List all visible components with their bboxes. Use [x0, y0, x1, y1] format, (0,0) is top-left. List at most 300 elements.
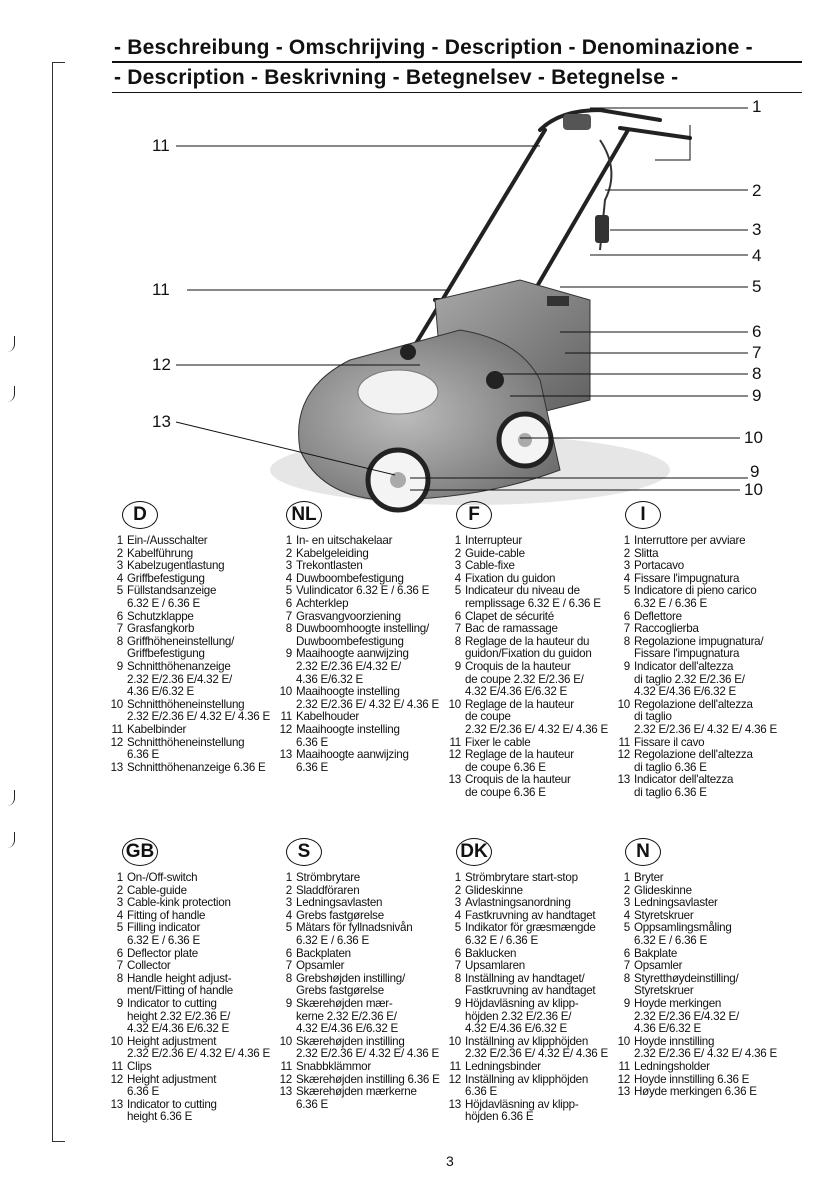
- item-number: 4: [623, 908, 630, 922]
- parts-list-item: [617, 998, 777, 1036]
- item-number: 10: [279, 685, 292, 699]
- lang-badge-s: S: [286, 838, 322, 866]
- callout-left: 11: [152, 280, 170, 299]
- item-label: Ledningsholder: [634, 1059, 710, 1073]
- item-number: 11: [111, 722, 123, 736]
- parts-list-item: [448, 998, 608, 1036]
- item-label: Interrupteur: [465, 534, 522, 547]
- item-number: 7: [285, 959, 292, 973]
- parts-list-item: [448, 585, 608, 610]
- item-number: 5: [116, 584, 123, 598]
- item-label: Ledningsavlasten: [296, 896, 383, 910]
- item-number: 3: [454, 896, 461, 910]
- item-label: Cable-kink protection: [127, 896, 231, 910]
- item-number: 9: [454, 996, 461, 1010]
- item-number: 7: [623, 959, 630, 973]
- parts-list-item: [110, 737, 270, 762]
- item-number: 11: [449, 1059, 461, 1073]
- item-label: Inställning av handtaget/ Fastkruvning av handtaget: [465, 971, 596, 998]
- item-label: Hoyde innstilling 2.32 E/2.36 E/ 4.32 E/ 4.36 E: [634, 1034, 777, 1061]
- item-number: 6: [454, 609, 461, 623]
- item-number: 7: [285, 609, 292, 623]
- item-number: 8: [285, 622, 292, 636]
- parts-list-item: [617, 636, 777, 661]
- parts-list-item: [617, 922, 777, 947]
- item-number: 4: [116, 571, 123, 585]
- item-number: 8: [116, 634, 123, 648]
- item-label: Fastkruvning av handtaget: [465, 908, 596, 922]
- item-label: Grebshøjden instilling/ Grebs fastgørelse: [296, 971, 405, 998]
- parts-list-item: [448, 560, 608, 573]
- callout-right: 8: [752, 364, 762, 383]
- parts-list-item: [110, 922, 270, 947]
- parts-list-dk: [448, 872, 608, 1124]
- item-label: Hoyde merkingen 2.32 E/2.36 E/4.32 E/ 4.36 E/6.32 E: [634, 996, 739, 1036]
- parts-list-item: [279, 960, 440, 973]
- parts-list-item: [110, 636, 270, 661]
- parts-list-item: [617, 1086, 777, 1099]
- parts-list-item: [448, 1061, 608, 1074]
- lang-badge-gb: GB: [122, 838, 158, 866]
- parts-list-item: [617, 897, 777, 910]
- lang-badge-dk: DK: [456, 838, 492, 866]
- item-number: 6: [116, 946, 123, 960]
- item-label: Skærehøjden mærkerne 6.36 E: [296, 1085, 417, 1111]
- parts-list-item: [617, 973, 777, 998]
- item-number: 3: [116, 896, 123, 910]
- item-number: 8: [623, 634, 630, 648]
- item-number: 13: [279, 748, 292, 762]
- callout-right: 3: [752, 220, 762, 239]
- item-label: Duwboomhoogte instelling/ Duwboombefestigung: [296, 622, 429, 648]
- item-number: 5: [285, 921, 292, 935]
- item-number: 6: [454, 946, 461, 960]
- item-label: Guide-cable: [465, 546, 525, 560]
- parts-list-item: [110, 872, 270, 885]
- parts-list-item: [617, 960, 777, 973]
- item-number: 9: [116, 659, 123, 673]
- parts-list-item: [617, 872, 777, 885]
- item-number: 11: [618, 1059, 630, 1073]
- item-label: Höjdavläsning av klipp- höjden 6.36 E: [465, 1097, 579, 1124]
- item-number: 9: [285, 647, 292, 661]
- item-label: Kabelgeleiding: [296, 546, 369, 560]
- item-number: 12: [110, 1072, 123, 1086]
- item-label: Griffbefestigung: [127, 571, 205, 585]
- item-label: Kabelbinder: [127, 722, 187, 736]
- item-number: 9: [623, 996, 630, 1010]
- item-label: Filling indicator 6.32 E / 6.36 E: [127, 921, 201, 947]
- parts-list-item: [279, 1086, 440, 1111]
- item-number: 11: [280, 710, 292, 724]
- item-label: Skærehøjden mær- kerne 2.32 E/2.36 E/ 4.32 E/4.36 E/6.32 E: [296, 996, 398, 1036]
- parts-list-item: [617, 661, 777, 699]
- parts-list-item: [448, 749, 608, 774]
- parts-list-item: [448, 1099, 608, 1124]
- item-label: Interruttore per avviare: [634, 534, 746, 547]
- callout-right: 4: [752, 246, 762, 265]
- item-label: Schnitthöhenanzeige 6.36 E: [127, 760, 266, 774]
- lang-badge-d: D: [122, 501, 158, 529]
- cable-clip: [595, 215, 609, 243]
- parts-list-gb: [110, 872, 270, 1124]
- item-number: 6: [623, 946, 630, 960]
- parts-list-item: [448, 872, 608, 885]
- parts-list-item: [279, 872, 440, 885]
- parts-list-item: [279, 897, 440, 910]
- item-number: 1: [623, 871, 630, 884]
- item-label: Regolazione dell'altezza di taglio 2.32 E/2.36 E/ 4.32 E/ 4.36 E: [634, 697, 777, 736]
- item-label: Fitting of handle: [127, 908, 206, 922]
- item-label: Indicator dell'altezza di taglio 6.36 E: [634, 773, 734, 799]
- item-number: 12: [110, 735, 123, 749]
- parts-list-item: [110, 535, 270, 548]
- item-number: 2: [623, 546, 630, 560]
- item-label: Mätars för fyllnadsnivån 6.32 E / 6.36 E: [296, 921, 413, 947]
- parts-list-item: [110, 1099, 270, 1124]
- item-label: Bakplate: [634, 946, 678, 960]
- item-number: 11: [618, 735, 630, 749]
- item-label: Fissare il cavo: [634, 735, 705, 749]
- item-label: Indicator to cutting height 2.32 E/2.36 E/ 4.32 E/4.36 E/6.32 E: [127, 996, 231, 1036]
- parts-list-item: [448, 774, 608, 799]
- item-label: Schnitthöheneinstellung 2.32 E/2.36 E/ 4.32 E/ 4.36 E: [127, 697, 270, 724]
- parts-list-item: [279, 560, 439, 573]
- item-label: Füllstandsanzeige 6.32 E / 6.36 E: [127, 584, 217, 610]
- item-number: 1: [285, 534, 292, 547]
- item-number: 3: [623, 896, 630, 910]
- parts-list-item: [110, 998, 270, 1036]
- item-label: Raccoglierba: [634, 622, 699, 636]
- item-number: 10: [448, 1034, 461, 1048]
- item-label: Fixation du guidon: [465, 571, 556, 585]
- item-number: 6: [285, 946, 292, 960]
- parts-list-f: [448, 535, 608, 799]
- item-label: Kabelzugentlastung: [127, 559, 225, 573]
- callout-right: 1: [752, 97, 762, 116]
- item-number: 2: [623, 883, 630, 897]
- lang-badge-nl: NL: [286, 501, 322, 529]
- parts-list-item: [110, 897, 270, 910]
- parts-list-item: [448, 1074, 608, 1099]
- item-label: Avlastningsanordning: [465, 896, 571, 910]
- item-number: 10: [279, 1034, 292, 1048]
- parts-list-item: [448, 960, 608, 973]
- item-label: Maaihoogte instelling 2.32 E/2.36 E/ 4.32 E/ 4.36 E: [296, 685, 439, 711]
- callout-right: 9: [750, 462, 760, 481]
- parts-list-item: [279, 535, 439, 548]
- item-number: 8: [454, 634, 461, 648]
- parts-list-item: [448, 897, 608, 910]
- item-number: 7: [116, 959, 123, 973]
- item-label: Inställning av klipphöjden 6.36 E: [465, 1072, 589, 1099]
- item-number: 10: [110, 1034, 123, 1048]
- parts-list-item: [448, 535, 608, 548]
- item-label: Croquis de la hauteur de coupe 6.36 E: [465, 773, 571, 799]
- page-title-line-2: - Description - Beskrivning - Betegnelsev - Betegnelse -: [114, 66, 679, 89]
- item-label: Handle height adjust- ment/Fitting of handle: [127, 971, 233, 998]
- item-label: Reglage de la hauteur du guidon/Fixation du guidon: [465, 634, 592, 661]
- item-label: Height adjustment 2.32 E/2.36 E/ 4.32 E/ 4.36 E: [127, 1034, 270, 1061]
- item-number: 2: [116, 546, 123, 560]
- item-label: Opsamler: [634, 959, 683, 973]
- item-number: 12: [279, 722, 292, 736]
- parts-list-item: [110, 1074, 270, 1099]
- callout-left: 12: [152, 355, 171, 374]
- binding-hole-mark: [0, 790, 15, 806]
- item-number: 7: [454, 959, 461, 973]
- parts-list-item: [448, 636, 608, 661]
- item-label: Collector: [127, 959, 171, 973]
- item-label: Griffhöheneinstellung/ Griffbefestigung: [127, 634, 235, 661]
- item-label: Opsamler: [296, 959, 345, 973]
- item-number: 6: [116, 609, 123, 623]
- motor-cover: [358, 370, 438, 414]
- callout-right: 2: [752, 181, 762, 200]
- item-label: Indicator dell'altezza di taglio 2.32 E/2.36 E/ 4.32 E/4.36 E/6.32 E: [634, 659, 745, 699]
- item-label: Trekontlasten: [296, 559, 363, 573]
- item-label: Höjdavläsning av klipp- höjden 2.32 E/2.36 E/ 4.32 E/4.36 E/6.32 E: [465, 996, 579, 1036]
- item-label: Grasfangkorb: [127, 622, 195, 636]
- item-label: Deflector plate: [127, 946, 199, 960]
- callout-right: 5: [752, 277, 762, 296]
- item-number: 3: [623, 559, 630, 573]
- parts-list-item: [617, 623, 777, 636]
- item-number: 10: [617, 1034, 630, 1048]
- item-number: 4: [116, 908, 123, 922]
- item-label: Glideskinne: [465, 883, 523, 897]
- item-number: 2: [454, 883, 461, 897]
- parts-list-item: [110, 1036, 270, 1061]
- parts-list-item: [448, 623, 608, 636]
- parts-list-item: [279, 724, 439, 749]
- item-label: Achterklep: [296, 596, 349, 610]
- item-label: Height adjustment 6.36 E: [127, 1072, 217, 1099]
- item-label: Slitta: [634, 546, 659, 560]
- item-label: Snabbklämmor: [296, 1059, 371, 1073]
- item-label: Cable-guide: [127, 883, 187, 897]
- item-label: Maaihoogte aanwijzing 6.36 E: [296, 748, 409, 774]
- item-label: Schnitthöhenanzeige 2.32 E/2.36 E/4.32 E/ 4.36 E/6.32 E: [127, 659, 232, 699]
- item-number: 13: [448, 773, 461, 787]
- parts-list-item: [617, 774, 777, 799]
- item-label: In- en uitschakelaar: [296, 534, 393, 547]
- callout-right: 10: [744, 480, 763, 499]
- item-number: 11: [449, 735, 461, 749]
- item-label: Duwboombefestigung: [296, 571, 404, 585]
- item-number: 6: [623, 609, 630, 623]
- item-label: Bryter: [634, 871, 664, 884]
- parts-list-item: [279, 749, 439, 774]
- parts-list-item: [279, 686, 439, 711]
- item-number: 5: [116, 921, 123, 935]
- callout-right: 10: [744, 428, 763, 447]
- item-label: Regolazione dell'altezza di taglio 6.36 E: [634, 748, 753, 774]
- item-number: 2: [285, 546, 292, 560]
- parts-list-item: [279, 1061, 440, 1074]
- item-number: 6: [285, 596, 292, 610]
- parts-list-item: [110, 762, 270, 775]
- item-label: Høyde merkingen 6.36 E: [634, 1085, 757, 1099]
- item-label: Cable-fixe: [465, 559, 515, 573]
- item-number: 12: [617, 1072, 630, 1086]
- item-label: Ledningsavlaster: [634, 896, 718, 910]
- item-label: Indicator to cutting height 6.36 E: [127, 1097, 217, 1124]
- item-number: 1: [116, 871, 123, 884]
- item-number: 10: [448, 697, 461, 711]
- parts-list-item: [279, 973, 440, 998]
- item-label: Indicateur du niveau de remplissage 6.32 E / 6.36 E: [465, 584, 601, 610]
- parts-list-item: [110, 699, 270, 724]
- item-number: 13: [617, 1085, 630, 1099]
- item-number: 9: [623, 659, 630, 673]
- item-label: Vulindicator 6.32 E / 6.36 E: [296, 584, 430, 598]
- item-number: 9: [116, 996, 123, 1010]
- item-label: Reglage de la hauteur de coupe 6.36 E: [465, 748, 574, 774]
- item-number: 4: [623, 571, 630, 585]
- item-number: 11: [280, 1059, 292, 1073]
- parts-list-item: [110, 585, 270, 610]
- callout-right: 6: [752, 322, 762, 341]
- item-label: Styretskruer: [634, 908, 694, 922]
- item-number: 4: [285, 571, 292, 585]
- parts-list-item: [448, 661, 608, 699]
- parts-list-item: [110, 623, 270, 636]
- item-number: 10: [110, 697, 123, 711]
- item-label: Inställning av klipphöjden 2.32 E/2.36 E/ 4.32 E/ 4.36 E: [465, 1034, 608, 1061]
- item-number: 13: [279, 1085, 292, 1099]
- item-number: 5: [454, 584, 461, 598]
- parts-list-item: [279, 1036, 440, 1061]
- item-label: Maaihoogte instelling 6.36 E: [296, 722, 400, 749]
- item-label: Bac de ramassage: [465, 622, 558, 636]
- binding-hole-mark: [0, 832, 15, 848]
- page-number: 3: [446, 1153, 454, 1169]
- lang-badge-f: F: [456, 501, 492, 529]
- item-number: 4: [285, 908, 292, 922]
- item-number: 9: [285, 996, 292, 1010]
- item-number: 9: [454, 659, 461, 673]
- parts-list-d: [110, 535, 270, 774]
- item-number: 8: [454, 971, 461, 985]
- item-number: 2: [454, 546, 461, 560]
- item-number: 12: [279, 1072, 292, 1086]
- parts-list-item: [110, 560, 270, 573]
- switch-box: [563, 114, 591, 130]
- item-number: 8: [623, 971, 630, 985]
- item-number: 12: [617, 748, 630, 762]
- item-number: 2: [116, 883, 123, 897]
- item-label: Hoyde innstilling 6.36 E: [634, 1072, 750, 1086]
- parts-list-i: [617, 535, 777, 799]
- item-number: 13: [448, 1097, 461, 1111]
- parts-list-s: [279, 872, 440, 1111]
- item-number: 3: [454, 559, 461, 573]
- item-number: 12: [448, 1072, 461, 1086]
- page-title-line-1: - Beschreibung - Omschrijving - Description - Denominazione -: [114, 36, 753, 59]
- item-number: 5: [454, 921, 461, 935]
- item-label: Indicatore di pieno carico 6.32 E / 6.36 E: [634, 584, 757, 610]
- item-number: 13: [617, 773, 630, 787]
- item-label: Upsamlaren: [465, 959, 526, 973]
- parts-list-item: [110, 973, 270, 998]
- parts-list-item: [110, 724, 270, 737]
- item-label: On-/Off-switch: [127, 871, 198, 884]
- item-number: 3: [285, 896, 292, 910]
- item-number: 4: [454, 908, 461, 922]
- item-number: 1: [116, 534, 123, 547]
- item-number: 5: [623, 921, 630, 935]
- item-label: Strömbrytare: [296, 871, 361, 884]
- parts-list-nl: [279, 535, 439, 774]
- item-label: Kabelhouder: [296, 710, 360, 724]
- item-number: 3: [116, 559, 123, 573]
- item-number: 7: [623, 622, 630, 636]
- item-label: Fixer le cable: [465, 735, 531, 749]
- item-label: Portacavo: [634, 559, 684, 573]
- parts-list-item: [279, 623, 439, 648]
- parts-list-item: [617, 699, 777, 737]
- item-number: 3: [285, 559, 292, 573]
- item-number: 5: [285, 584, 292, 598]
- parts-list-item: [110, 661, 270, 699]
- item-label: Schutzklappe: [127, 609, 194, 623]
- item-number: 1: [454, 871, 461, 884]
- parts-list-item: [279, 648, 439, 686]
- item-number: 10: [617, 697, 630, 711]
- item-label: Croquis de la hauteur de coupe 2.32 E/2.36 E/ 4.32 E/4.36 E/6.32 E: [465, 659, 584, 699]
- item-number: 4: [454, 571, 461, 585]
- item-number: 5: [623, 584, 630, 598]
- item-number: 12: [448, 748, 461, 762]
- item-label: Clips: [127, 1059, 152, 1073]
- item-number: 13: [110, 760, 123, 774]
- parts-list-item: [617, 1036, 777, 1061]
- callout-left: 11: [152, 136, 170, 155]
- item-label: Ein-/Ausschalter: [127, 534, 208, 547]
- parts-list-item: [279, 922, 440, 947]
- parts-list-item: [617, 749, 777, 774]
- parts-list-item: [448, 922, 608, 947]
- item-number: 7: [454, 622, 461, 636]
- parts-list-item: [279, 998, 440, 1036]
- callout-left: 13: [152, 412, 171, 431]
- lang-badge-n: N: [625, 838, 661, 866]
- item-number: 1: [454, 534, 461, 547]
- parts-list-item: [110, 1061, 270, 1074]
- item-number: 1: [623, 534, 630, 547]
- item-number: 11: [111, 1059, 123, 1073]
- item-label: Backplaten: [296, 946, 351, 960]
- lawn-mower-diagram: [0, 0, 839, 520]
- parts-list-item: [617, 535, 777, 548]
- item-label: Skærehøjden instilling 6.36 E: [296, 1072, 440, 1086]
- item-label: Baklucken: [465, 946, 517, 960]
- item-label: Oppsamlingsmåling 6.32 E / 6.36 E: [634, 921, 732, 947]
- item-label: Styretthøydeinstilling/ Styretskruer: [634, 971, 739, 998]
- item-number: 2: [285, 883, 292, 897]
- item-label: Ledningsbinder: [465, 1059, 541, 1073]
- parts-list-n: [617, 872, 777, 1099]
- item-label: Fissare l'impugnatura: [634, 571, 740, 585]
- parts-list-item: [279, 598, 439, 611]
- item-label: Strömbrytare start-stop: [465, 871, 578, 884]
- item-label: Clapet de sécurité: [465, 609, 554, 623]
- item-label: Sladdföraren: [296, 883, 360, 897]
- parts-list-item: [448, 1036, 608, 1061]
- item-label: Maaihoogte aanwijzing 2.32 E/2.36 E/4.32 E/ 4.36 E/6.32 E: [296, 647, 409, 686]
- parts-list-item: [448, 699, 608, 737]
